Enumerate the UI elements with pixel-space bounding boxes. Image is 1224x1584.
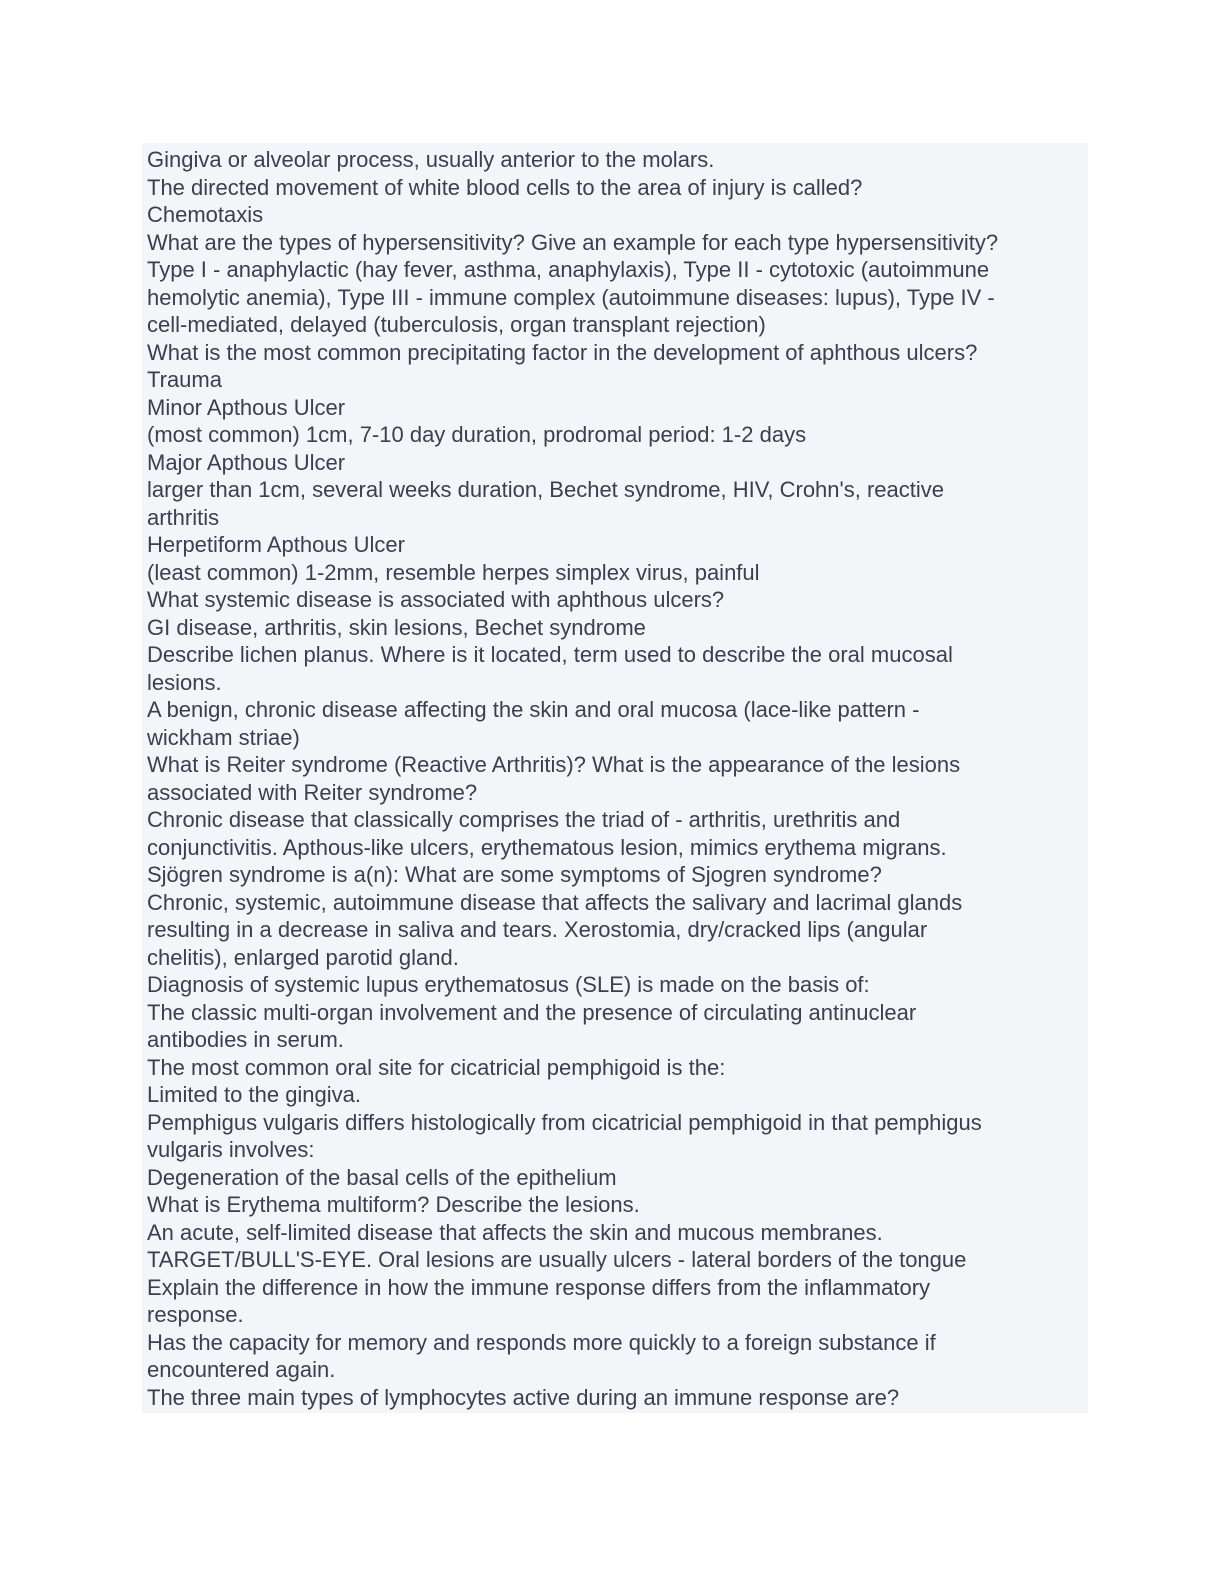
text-line: (most common) 1cm, 7-10 day duration, prodromal period: 1-2 days [147, 422, 807, 447]
text-line: An acute, self-limited disease that affects the skin and mucous membranes. [147, 1219, 883, 1245]
text-line: chelitis), enlarged parotid gland. [147, 944, 459, 970]
text-line: Chemotaxis [147, 202, 264, 227]
text-line: (least common) 1-2mm, resemble herpes simplex virus, painful [147, 559, 760, 585]
text-line: The directed movement of white blood cells to the area of injury is called? [147, 174, 863, 200]
text-line: Minor Apthous Ulcer [147, 394, 346, 420]
text-line: Chronic disease that classically comprises the triad of - arthritis, urethritis and [147, 807, 901, 832]
text-line: Trauma [147, 367, 222, 392]
text-line: antibodies in serum. [147, 1027, 344, 1052]
text-line: The three main types of lymphocytes active during an immune response are? [147, 1384, 900, 1410]
text-line: TARGET/BULL'S-EYE. Oral lesions are usually ulcers - lateral borders of the tongue [147, 1247, 967, 1272]
text-line: associated with Reiter syndrome? [147, 779, 478, 805]
text-line: What are the types of hypersensitivity? Give an example for each type hypersensitivity? [147, 229, 999, 255]
text-line: Chronic, systemic, autoimmune disease that affects the salivary and lacrimal glands [147, 889, 963, 915]
text-line: resulting in a decrease in saliva and tears. Xerostomia, dry/cracked lips (angular [147, 917, 928, 942]
text-line: response. [147, 1302, 244, 1327]
text-line: hemolytic anemia), Type III - immune complex (autoimmune diseases: lupus), Type IV - [147, 284, 995, 310]
text-line: Limited to the gingiva. [147, 1082, 362, 1107]
text-line: vulgaris involves: [147, 1137, 315, 1162]
text-line: Has the capacity for memory and responds more quickly to a foreign substance if [147, 1329, 936, 1355]
text-line: The classic multi-organ involvement and the presence of circulating antinuclear [147, 999, 917, 1025]
flashcard-text-block [142, 143, 1088, 1413]
text-line: larger than 1cm, several weeks duration, Bechet syndrome, HIV, Crohn's, reactive [147, 477, 944, 502]
text-line: Type I - anaphylactic (hay fever, asthma, anaphylaxis), Type II - cytotoxic (autoimmune [147, 257, 990, 282]
text-line: A benign, chronic disease affecting the skin and oral mucosa (lace-like pattern - [147, 697, 920, 722]
text-line: conjunctivitis. Apthous-like ulcers, erythematous lesion, mimics erythema migrans. [147, 834, 947, 860]
text-line: The most common oral site for cicatricial pemphigoid is the: [147, 1054, 726, 1080]
text-line: Diagnosis of systemic lupus erythematosus (SLE) is made on the basis of: [147, 972, 870, 997]
text-line: What is the most common precipitating factor in the development of aphthous ulcers? [147, 339, 978, 365]
text-line: Gingiva or alveolar process, usually anterior to the molars. [147, 147, 715, 172]
text-line: Herpetiform Apthous Ulcer [147, 532, 405, 557]
text-line: Pemphigus vulgaris differs histologically from cicatricial pemphigoid in that pemphigus [147, 1109, 982, 1135]
text-line: Explain the difference in how the immune response differs from the inflammatory [147, 1274, 931, 1300]
text-line: What is Reiter syndrome (Reactive Arthritis)? What is the appearance of the lesions [147, 752, 961, 777]
text-line: lesions. [147, 669, 222, 695]
text-line: What is Erythema multiform? Describe the lesions. [147, 1192, 640, 1217]
text-line: encountered again. [147, 1357, 336, 1382]
text-line: Degeneration of the basal cells of the epithelium [147, 1164, 617, 1190]
text-line: What systemic disease is associated with aphthous ulcers? [147, 587, 725, 612]
text-line: Sjögren syndrome is a(n): What are some symptoms of Sjogren syndrome? [147, 862, 882, 887]
text-line: wickham striae) [147, 724, 300, 750]
text-line: GI disease, arthritis, skin lesions, Bechet syndrome [147, 614, 646, 640]
text-line: cell-mediated, delayed (tuberculosis, organ transplant rejection) [147, 312, 766, 337]
text-line: arthritis [147, 504, 220, 530]
text-line: Describe lichen planus. Where is it located, term used to describe the oral mucosal [147, 642, 953, 667]
text-line: Major Apthous Ulcer [147, 449, 346, 475]
